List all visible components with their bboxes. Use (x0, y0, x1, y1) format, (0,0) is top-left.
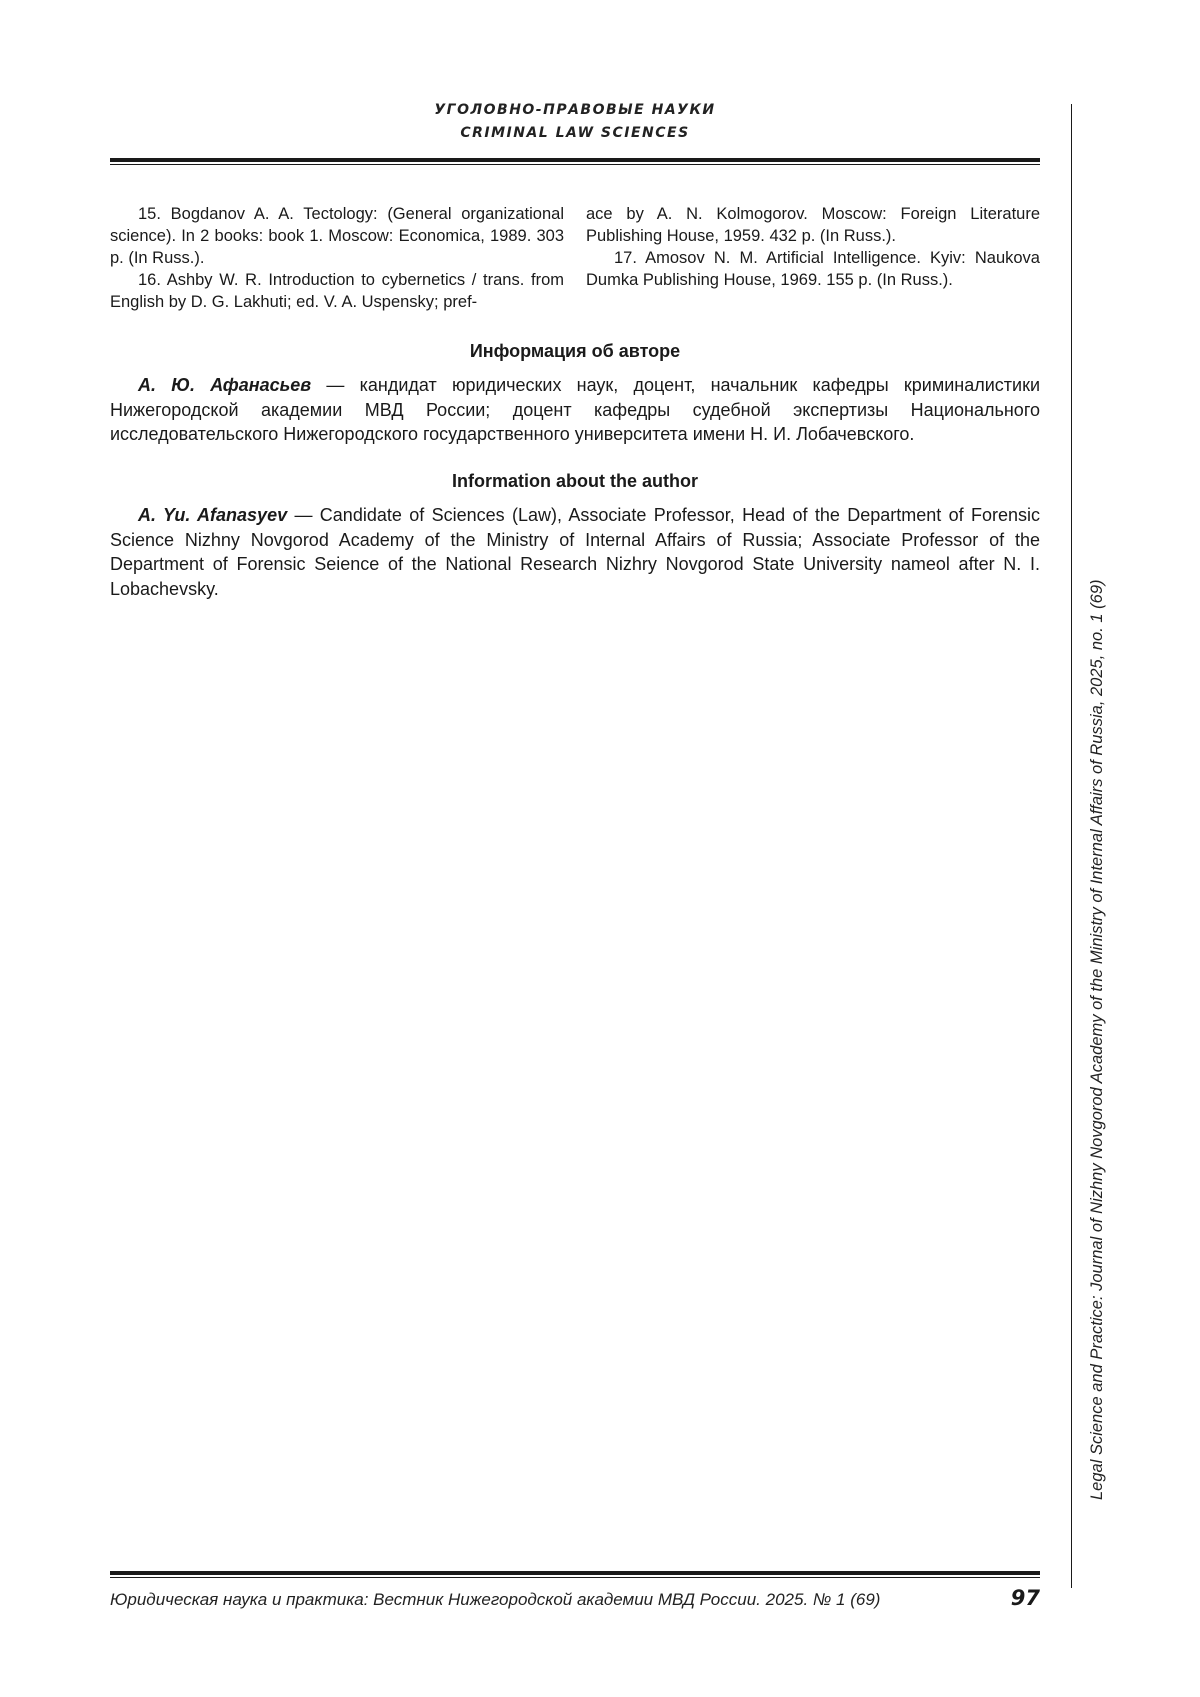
header-rule (110, 158, 1040, 165)
author-description-ru: — кандидат юридических наук, доцент, начальник кафедры криминалистики Нижегородской академии МВД России; доцент кафедры судебной экспертизы Национального исследовательского Нижегородского государственного университета имени Н. И. Лобачевского. (110, 375, 1040, 444)
references (110, 203, 1040, 313)
author-name-en: A. Yu. Afanasyev (138, 505, 288, 525)
reference-item: 17. Amosov N. M. Artificial Intelligence. Kyiv: Naukova Dumka Publishing House, 1969. 155 p. (In Russ.). (586, 249, 1040, 289)
reference-item: 16. Ashby W. R. Introduction to cybernetics / trans. from English by D. G. Lakhuti; ed. V. A. Uspensky; pref- (110, 271, 564, 311)
running-header-line-2: CRIMINAL LAW SCIENCES (460, 125, 690, 141)
page-number: 97 (1010, 1586, 1040, 1610)
author-info-ru (110, 373, 1040, 447)
author-description-en: — Candidate of Sciences (Law), Associate Professor, Head of the Department of Forensic Science Nizhny Novgorod Academy of the Ministry of Internal Affairs of Russia; Associate Professor of the Department of Forensic Seience of the National Research Nizhry Novgorod State University nameol after N. I. Lobachevsky. (110, 505, 1040, 599)
reference-item: 15. Bogdanov A. A. Tectology: (General organizational science). In 2 books: book 1. Moscow: Economica, 1989. 303 p. (In Russ.). (110, 205, 564, 267)
footer-journal-title: Юридическая наука и практика: Вестник Нижегородской академии МВД России. 2025. № 1 (69) (110, 1590, 881, 1609)
sidebar-rule (1071, 104, 1072, 1588)
footer-rule (110, 1571, 1040, 1578)
references-right-column (586, 203, 1040, 313)
sidebar-journal-title: Legal Science and Practice: Journal of Nizhny Novgorod Academy of the Ministry of Internal Affairs of Russia, 2025, no. 1 (69) (1088, 579, 1106, 1500)
author-info-heading-ru: Информация об авторе (469, 341, 681, 361)
running-header (110, 99, 1040, 145)
references-left-column (110, 203, 564, 313)
running-header-line-1: УГОЛОВНО-ПРАВОВЫЕ НАУКИ (434, 102, 716, 118)
author-name-ru: А. Ю. Афанасьев (138, 375, 312, 395)
author-info-en (110, 503, 1040, 601)
reference-item-continuation: ace by A. N. Kolmogorov. Moscow: Foreign Literature Publishing House, 1959. 432 p. (In Russ.). (586, 205, 1040, 245)
author-info-heading-en: Information about the author (452, 471, 698, 491)
